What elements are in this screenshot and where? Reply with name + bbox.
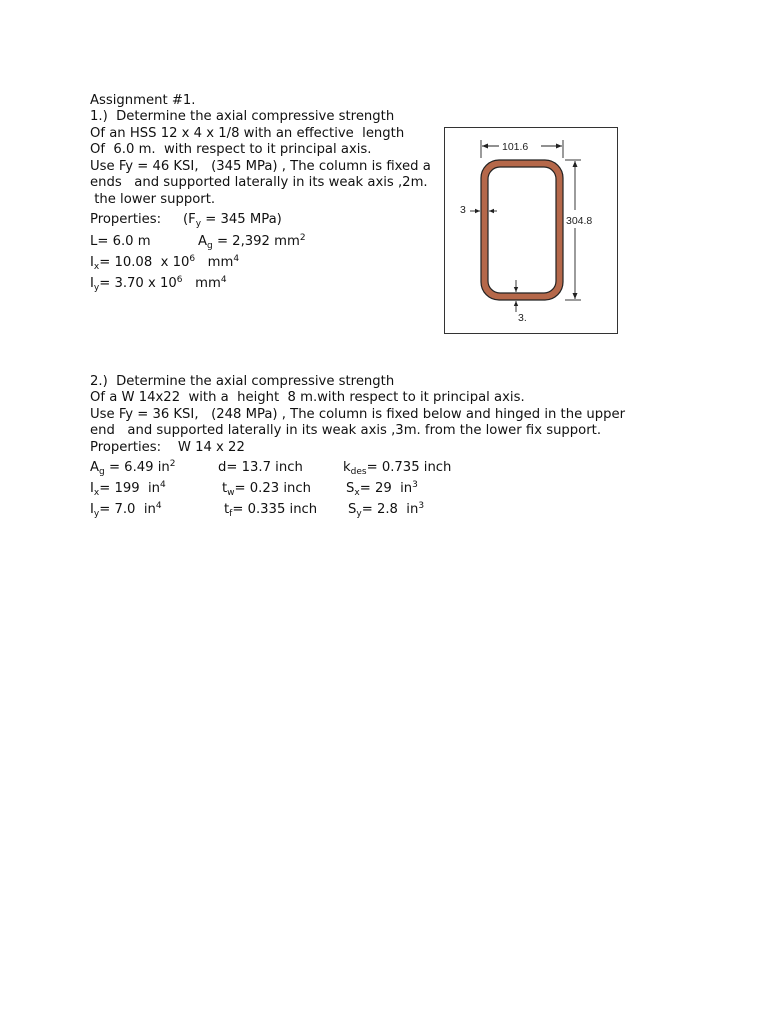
width-dimension-label: 101.6 bbox=[502, 141, 529, 153]
problem1-properties-line bbox=[90, 212, 282, 229]
problem1-text-line: Of an HSS 12 x 4 x 1/8 with an effective length bbox=[90, 126, 405, 141]
p2-kdes-property: $k_{des}= 0.735$ inch bbox=[343, 460, 452, 477]
properties-label: Properties: bbox=[90, 212, 162, 227]
problem1-heading: 1.) Determine the axial compressive strength bbox=[90, 109, 395, 124]
p2-tw-property: $t_w= 0.23$ inch bbox=[222, 481, 311, 498]
fy-property: ($F_y = 345$ MPa) bbox=[183, 212, 282, 229]
problem1-text-line: Use Fy = 46 KSI, (345 MPa) , The column is fixed a bbox=[90, 159, 431, 174]
problem1-text-line: the lower support. bbox=[90, 192, 216, 207]
hss-section-drawing bbox=[445, 128, 619, 335]
wall-thickness-label-bottom: 3. bbox=[518, 312, 527, 324]
problem2-text-line: Use Fy = 36 KSI, (248 MPa) , The column is fixed below and hinged in the upper bbox=[90, 407, 626, 422]
gross-area-property: $A_g = 2,392$ $mm^2$ bbox=[198, 233, 306, 251]
problem1-text-line: Of 6.0 m. with respect to it principal axis. bbox=[90, 142, 372, 157]
p2-iy-property: $I_y= 7.0$ $in^4$ bbox=[90, 501, 162, 519]
p2-sx-property: $S_x= 29$ $in^3$ bbox=[346, 480, 418, 498]
height-dimension-label: 304.8 bbox=[566, 215, 593, 227]
hss-section-figure bbox=[444, 127, 618, 334]
problem2-text-line: end and supported laterally in its weak axis ,3m. from the lower fix support. bbox=[90, 423, 602, 438]
p2-ix-property: $I_x= 199$ $in^4$ bbox=[90, 480, 166, 498]
problem2-properties-line: Properties: W 14 x 22 bbox=[90, 440, 245, 455]
problem2-heading: 2.) Determine the axial compressive strength bbox=[90, 374, 395, 389]
problem1-text-line: ends and supported laterally in its weak axis ,2m. bbox=[90, 175, 428, 190]
wall-thickness-label-left: 3 bbox=[460, 204, 466, 216]
problem2-text-line: Of a W 14x22 with a height 8 m.with respect to it principal axis. bbox=[90, 390, 525, 405]
p2-depth-property: d= 13.7 inch bbox=[218, 460, 303, 475]
iy-property: $I_y= 3.70$ x $10^6$ $mm^4$ bbox=[90, 275, 227, 293]
p2-tf-property: $t_f= 0.335$ inch bbox=[224, 502, 318, 519]
ix-property: $I_x= 10.08$ x $10^6$ $mm^4$ bbox=[90, 254, 240, 272]
assignment-title: Assignment #1. bbox=[90, 93, 196, 108]
length-property: L= 6.0 m bbox=[90, 234, 151, 249]
p2-gross-area-property: $A_g = 6.49$ $in^2$ bbox=[90, 459, 176, 477]
p2-sy-property: $S_y= 2.8$ $in^3$ bbox=[348, 501, 425, 519]
hss-tube-inner bbox=[488, 167, 556, 293]
